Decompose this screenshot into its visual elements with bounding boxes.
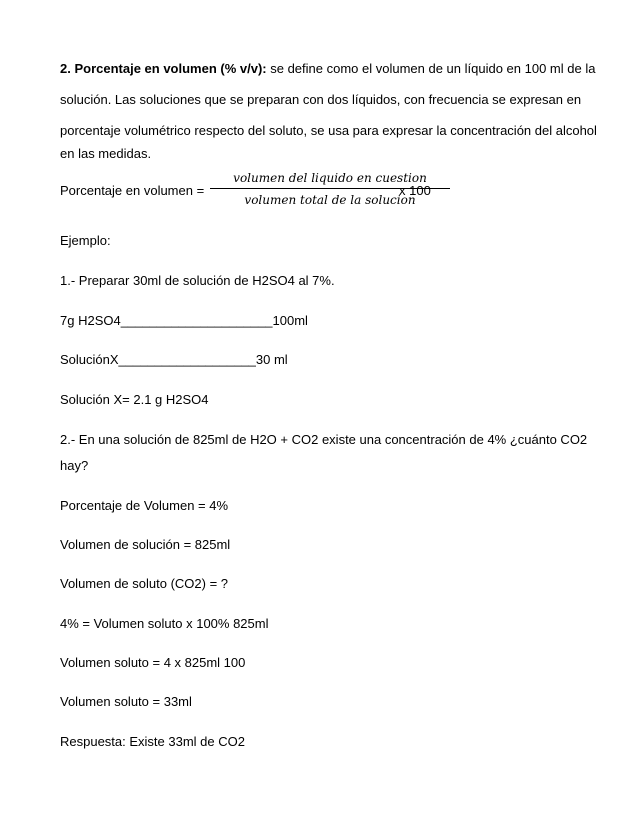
intro-paragraph-line-2: solución. Las soluciones que se preparan con dos líquidos, con frecuencia se expresan en (60, 92, 582, 107)
intro-paragraph-line-1 (60, 61, 595, 77)
example1-statement: 1.- Preparar 30ml de solución de H2SO4 al 7%. (60, 273, 335, 288)
example2-given-percent: Porcentaje de Volumen = 4% (60, 498, 229, 513)
formula-label: Porcentaje en volumen = (60, 183, 205, 198)
example2-statement-line-1: 2.- En una solución de 825ml de H2O + CO2 existe una concentración de 4% ¿cuánto CO2 (60, 432, 588, 447)
example1-result: Solución X= 2.1 g H2SO4 (60, 392, 209, 407)
intro-paragraph-line-4: en las medidas. (60, 146, 152, 161)
example2-step-3: Volumen soluto = 33ml (60, 694, 192, 709)
formula-multiplier: x 100 (399, 183, 431, 198)
formula-numerator: volumen del liquido en cuestion (233, 171, 427, 185)
example2-answer: Respuesta: Existe 33ml de CO2 (60, 734, 245, 749)
formula-denominator: volumen total de la solucion (244, 193, 416, 207)
section-heading: 2. Porcentaje en volumen (% v/v): (60, 61, 267, 76)
example2-given-solute: Volumen de soluto (CO2) = ? (60, 576, 229, 591)
example1-proportion-line-a: 7g H2SO4_____________________100ml (60, 313, 308, 328)
intro-text-start: se define como el volumen de un líquido en 100 ml de la (266, 61, 596, 76)
example2-step-1: 4% = Volumen soluto x 100% 825ml (60, 616, 269, 631)
volume-percent-formula (60, 170, 580, 214)
example2-given-solution: Volumen de solución = 825ml (60, 537, 231, 552)
example1-proportion-line-b: SoluciónX___________________30 ml (60, 352, 288, 367)
intro-paragraph-line-3: porcentaje volumétrico respecto del soluto, se usa para expresar la concentración del alcohol (60, 123, 597, 138)
example-heading: Ejemplo: (60, 233, 111, 248)
example2-statement-line-2: hay? (60, 458, 89, 473)
example2-step-2: Volumen soluto = 4 x 825ml 100 (60, 655, 246, 670)
